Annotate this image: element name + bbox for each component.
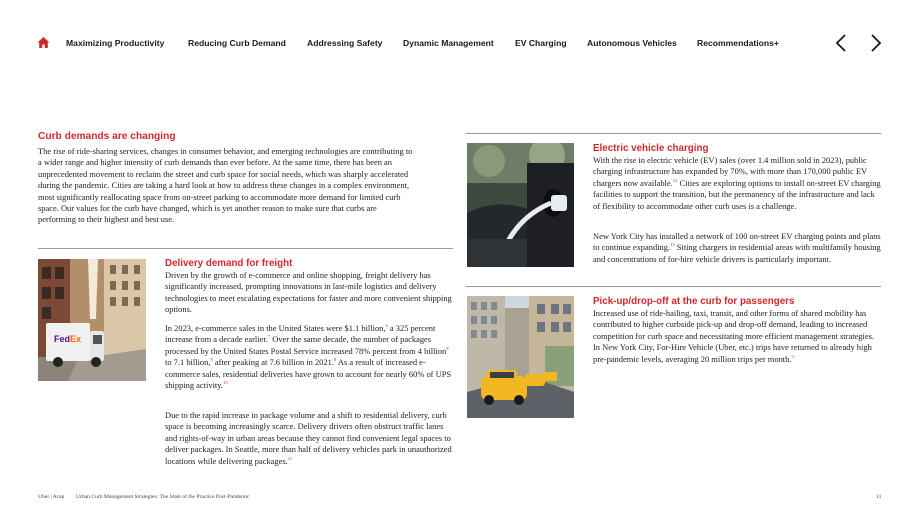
divider — [466, 286, 881, 287]
chevron-right-icon[interactable] — [869, 33, 883, 53]
pickup-dropoff-body: Increased use of ride-hailing, taxi, transit, and other forms of shared mobility has contributed to higher curbside pick-up and drop-off demand, leading to increased competition for curb space and necessitating more efficient management strategies. In New York City, For-Hire Vehicle (Uber, etc.) trips have returned to already high pre-pandemic levels, averaging 20 million trips per month.$^3$ — [593, 308, 874, 364]
fedex-delivery-photo — [38, 259, 146, 381]
nav-autonomous-vehicles[interactable]: Autonomous Vehicles — [587, 38, 677, 48]
freight-paragraph-3: Due to the rapid increase in package volume and a shift to residential delivery, curb space is becoming increasingly scarce. Delivery drivers often obstruct traffic lanes and rights-of-way in urban areas because they cannot find convenient legal spaces to deliver packages. In Seattle, more than half of delivery vehicles park in unauthorized locations while delivering packages.$^{11}$ — [165, 410, 452, 466]
footer-brand: Uber | Arup — [38, 494, 65, 500]
page-number: 11 — [876, 494, 882, 500]
home-icon[interactable] — [37, 36, 50, 49]
nav-reducing-curb-demand[interactable]: Reducing Curb Demand — [188, 38, 286, 48]
ev-paragraph-1: With the rise in electric vehicle (EV) sales (over 1.4 million sold in 2023), public charging infrastructure has expanded by 70%, with more than 170,000 public EV chargers now available.$^{12}$ Cities are exploring options to install on-street EV charging facilities to support the transition, but the permanency of the infrastructure and lack of flexibility to accommodate other curb uses is a challenge. — [593, 155, 881, 211]
nav-recommendations[interactable]: Recommendations+ — [697, 38, 779, 48]
nav-dynamic-management[interactable]: Dynamic Management — [403, 38, 494, 48]
divider — [466, 133, 881, 134]
freight-paragraph-1: Driven by the growth of e-commerce and online shopping, freight delivery has significantly increased, prompting innovations in last-mile logistics and delivery technologies to meet escalating expectations for faster and more convenient shipping options. — [165, 270, 452, 315]
nav-addressing-safety[interactable]: Addressing Safety — [307, 38, 383, 48]
taxi-street-photo — [467, 296, 574, 418]
ev-paragraph-2: New York City has installed a network of 100 on-street EV charging points and plans to continue expanding.$^{13}$ Siting chargers in residential areas with multifamily housing and concentrations of for-hire vehicle drivers is particularly important. — [593, 231, 881, 264]
curb-demands-heading: Curb demands are changing — [38, 131, 176, 142]
pickup-dropoff-heading: Pick-up/drop-off at the curb for passengers — [593, 296, 795, 307]
ev-charging-heading: Electric vehicle charging — [593, 143, 709, 154]
top-navigation — [0, 0, 920, 86]
curb-demands-body: The rise of ride-sharing services, changes in consumer behavior, and emerging technologies are contributing to a wider range and higher intensity of curb demands than ever before. At the same time, there has been an unprecedented movement to reclaim the street and curb space for social needs, which was sharply accelerated during the pandemic. Cities are taking a hard look at how to address these changes in a complex environment, most significantly reallocating space from on-street parking to accommodate more demand for limited curb space. Our values for the curb have changed, which is yet another reason to make sure that curbs are performing to their highest and best use. — [38, 146, 413, 225]
footer-title: Urban Curb Management Strategies: The State of the Practice Post-Pandemic — [76, 494, 250, 500]
divider — [38, 248, 453, 249]
ev-charging-photo — [467, 143, 574, 267]
nav-maximizing-productivity[interactable]: Maximizing Productivity — [66, 38, 165, 48]
freight-heading: Delivery demand for freight — [165, 258, 293, 269]
fedex-logo: FedEx — [54, 334, 82, 344]
freight-paragraph-2: In 2023, e-commerce sales in the United States were $1.1 billion,$^6$ a 325 percent increase from a decade earlier.$^7$ Over the same decade, the number of packages processed by the United States Postal Service increased 78% percent from 4 billion$^8$ to 7.1 billion,$^9$ after peaking at 7.6 billion in 2021.$^8$ As a result of increased e-commerce sales, residential deliveries have grown to account for nearly 60% of UPS shipping activity.$^{10}$ — [165, 323, 452, 391]
chevron-left-icon[interactable] — [834, 33, 848, 53]
nav-ev-charging[interactable]: EV Charging — [515, 38, 567, 48]
